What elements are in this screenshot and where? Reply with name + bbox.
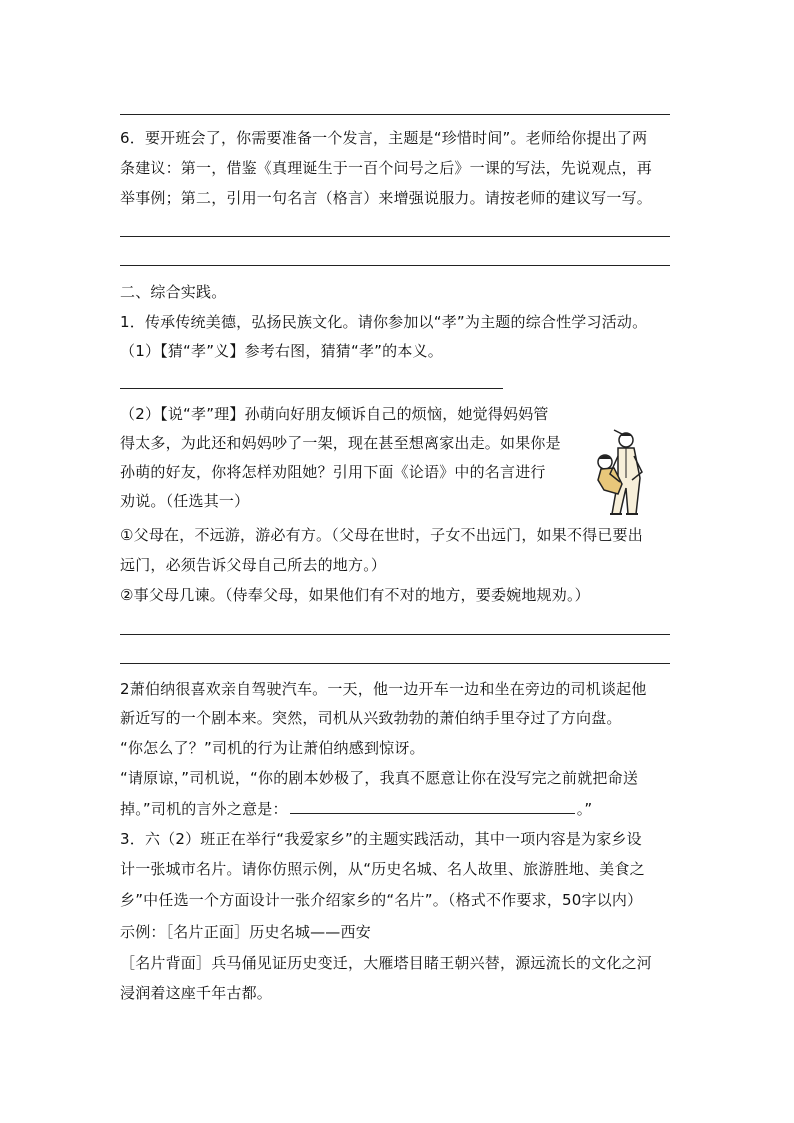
q2-prompt: 掉。”司机的言外之意是： (120, 800, 288, 818)
answer-line (120, 265, 670, 266)
q3-line: 乡”中任选一个方面设计一张介绍家乡的“名片”。（格式不作要求，50字以内） (120, 891, 643, 909)
answer-line (120, 634, 670, 635)
q3-example-front: 示例：［名片正面］历史名城——西安 (120, 923, 371, 941)
q3-line: 3．六（2）班正在举行“我爱家乡”的主题实践活动，其中一项内容是为家乡设 (120, 830, 642, 848)
q2-line-with-blank (120, 799, 592, 819)
q1-part2-line: 孙萌的好友，你将怎样劝阻她？引用下面《论语》中的名言进行 (120, 463, 546, 481)
q2-closing: 。” (576, 800, 593, 818)
q2-line: 新近写的一个剧本来。突然，司机从兴致勃勃的萧伯纳手里夺过了方向盘。 (120, 709, 622, 727)
answer-line (120, 114, 670, 115)
q1-part1: （1）【猜“孝”义】参考右图，猜猜“孝”的本义。 (120, 342, 443, 360)
q6-text-line: 举事例；第二，引用一句名言（格言）来增强说服力。请按老师的建议写一写。 (120, 189, 653, 207)
q3-example-back: 浸润着这座千年古都。 (120, 984, 273, 1002)
q1-part2-line: （2）【说“孝”理】孙萌向好朋友倾诉自己的烦恼，她觉得妈妈管 (120, 405, 549, 423)
q1-option2: ②事父母几谏。（侍奉父母，如果他们有不对的地方，要委婉地规劝。） (120, 586, 590, 604)
elder-carrying-child-icon (588, 428, 650, 520)
q1-option1-line: ①父母在，不远游，游必有方。（父母在世时，子女不出远门，如果不得已要出 (120, 526, 643, 544)
answer-line (120, 388, 503, 389)
q1-part2-line: 得太多，为此还和妈妈吵了一架，现在甚至想离家出走。如果你是 (120, 434, 561, 452)
q2-line: “请原谅，”司机说，“你的剧本妙极了，我真不愿意让你在没写完之前就把命送 (120, 769, 639, 787)
answer-line (120, 663, 670, 664)
q1-option1-line: 远门，必须告诉父母自己所去的地方。） (120, 556, 387, 574)
q2-line: “你怎么了？”司机的行为让萧伯纳感到惊讶。 (120, 739, 425, 757)
q6-text-line: 6．要开班会了，你需要准备一个发言，主题是“珍惜时间”。老师给你提出了两 (120, 129, 648, 147)
answer-line (120, 236, 670, 237)
answer-blank[interactable] (290, 799, 575, 814)
q6-text-line: 条建议：第一，借鉴《真理诞生于一百个问号之后》一课的写法，先说观点，再 (120, 159, 653, 177)
q3-example-back: ［名片背面］兵马俑见证历史变迁，大雁塔目睹王朝兴替，源远流长的文化之河 (120, 954, 653, 972)
q2-line: 2萧伯纳很喜欢亲自驾驶汽车。一天，他一边开车一边和坐在旁边的司机谈起他 (120, 680, 647, 698)
q3-line: 计一张城市名片。请你仿照示例，从“历史名城、名人故里、旅游胜地、美食之 (120, 860, 645, 878)
q1-intro: 1．传承传统美德，弘扬民族文化。请你参加以“孝”为主题的综合性学习活动。 (120, 313, 648, 331)
q1-part2-line: 劝说。（任选其一） (120, 492, 250, 510)
section-heading: 二、综合实践。 (120, 283, 227, 301)
